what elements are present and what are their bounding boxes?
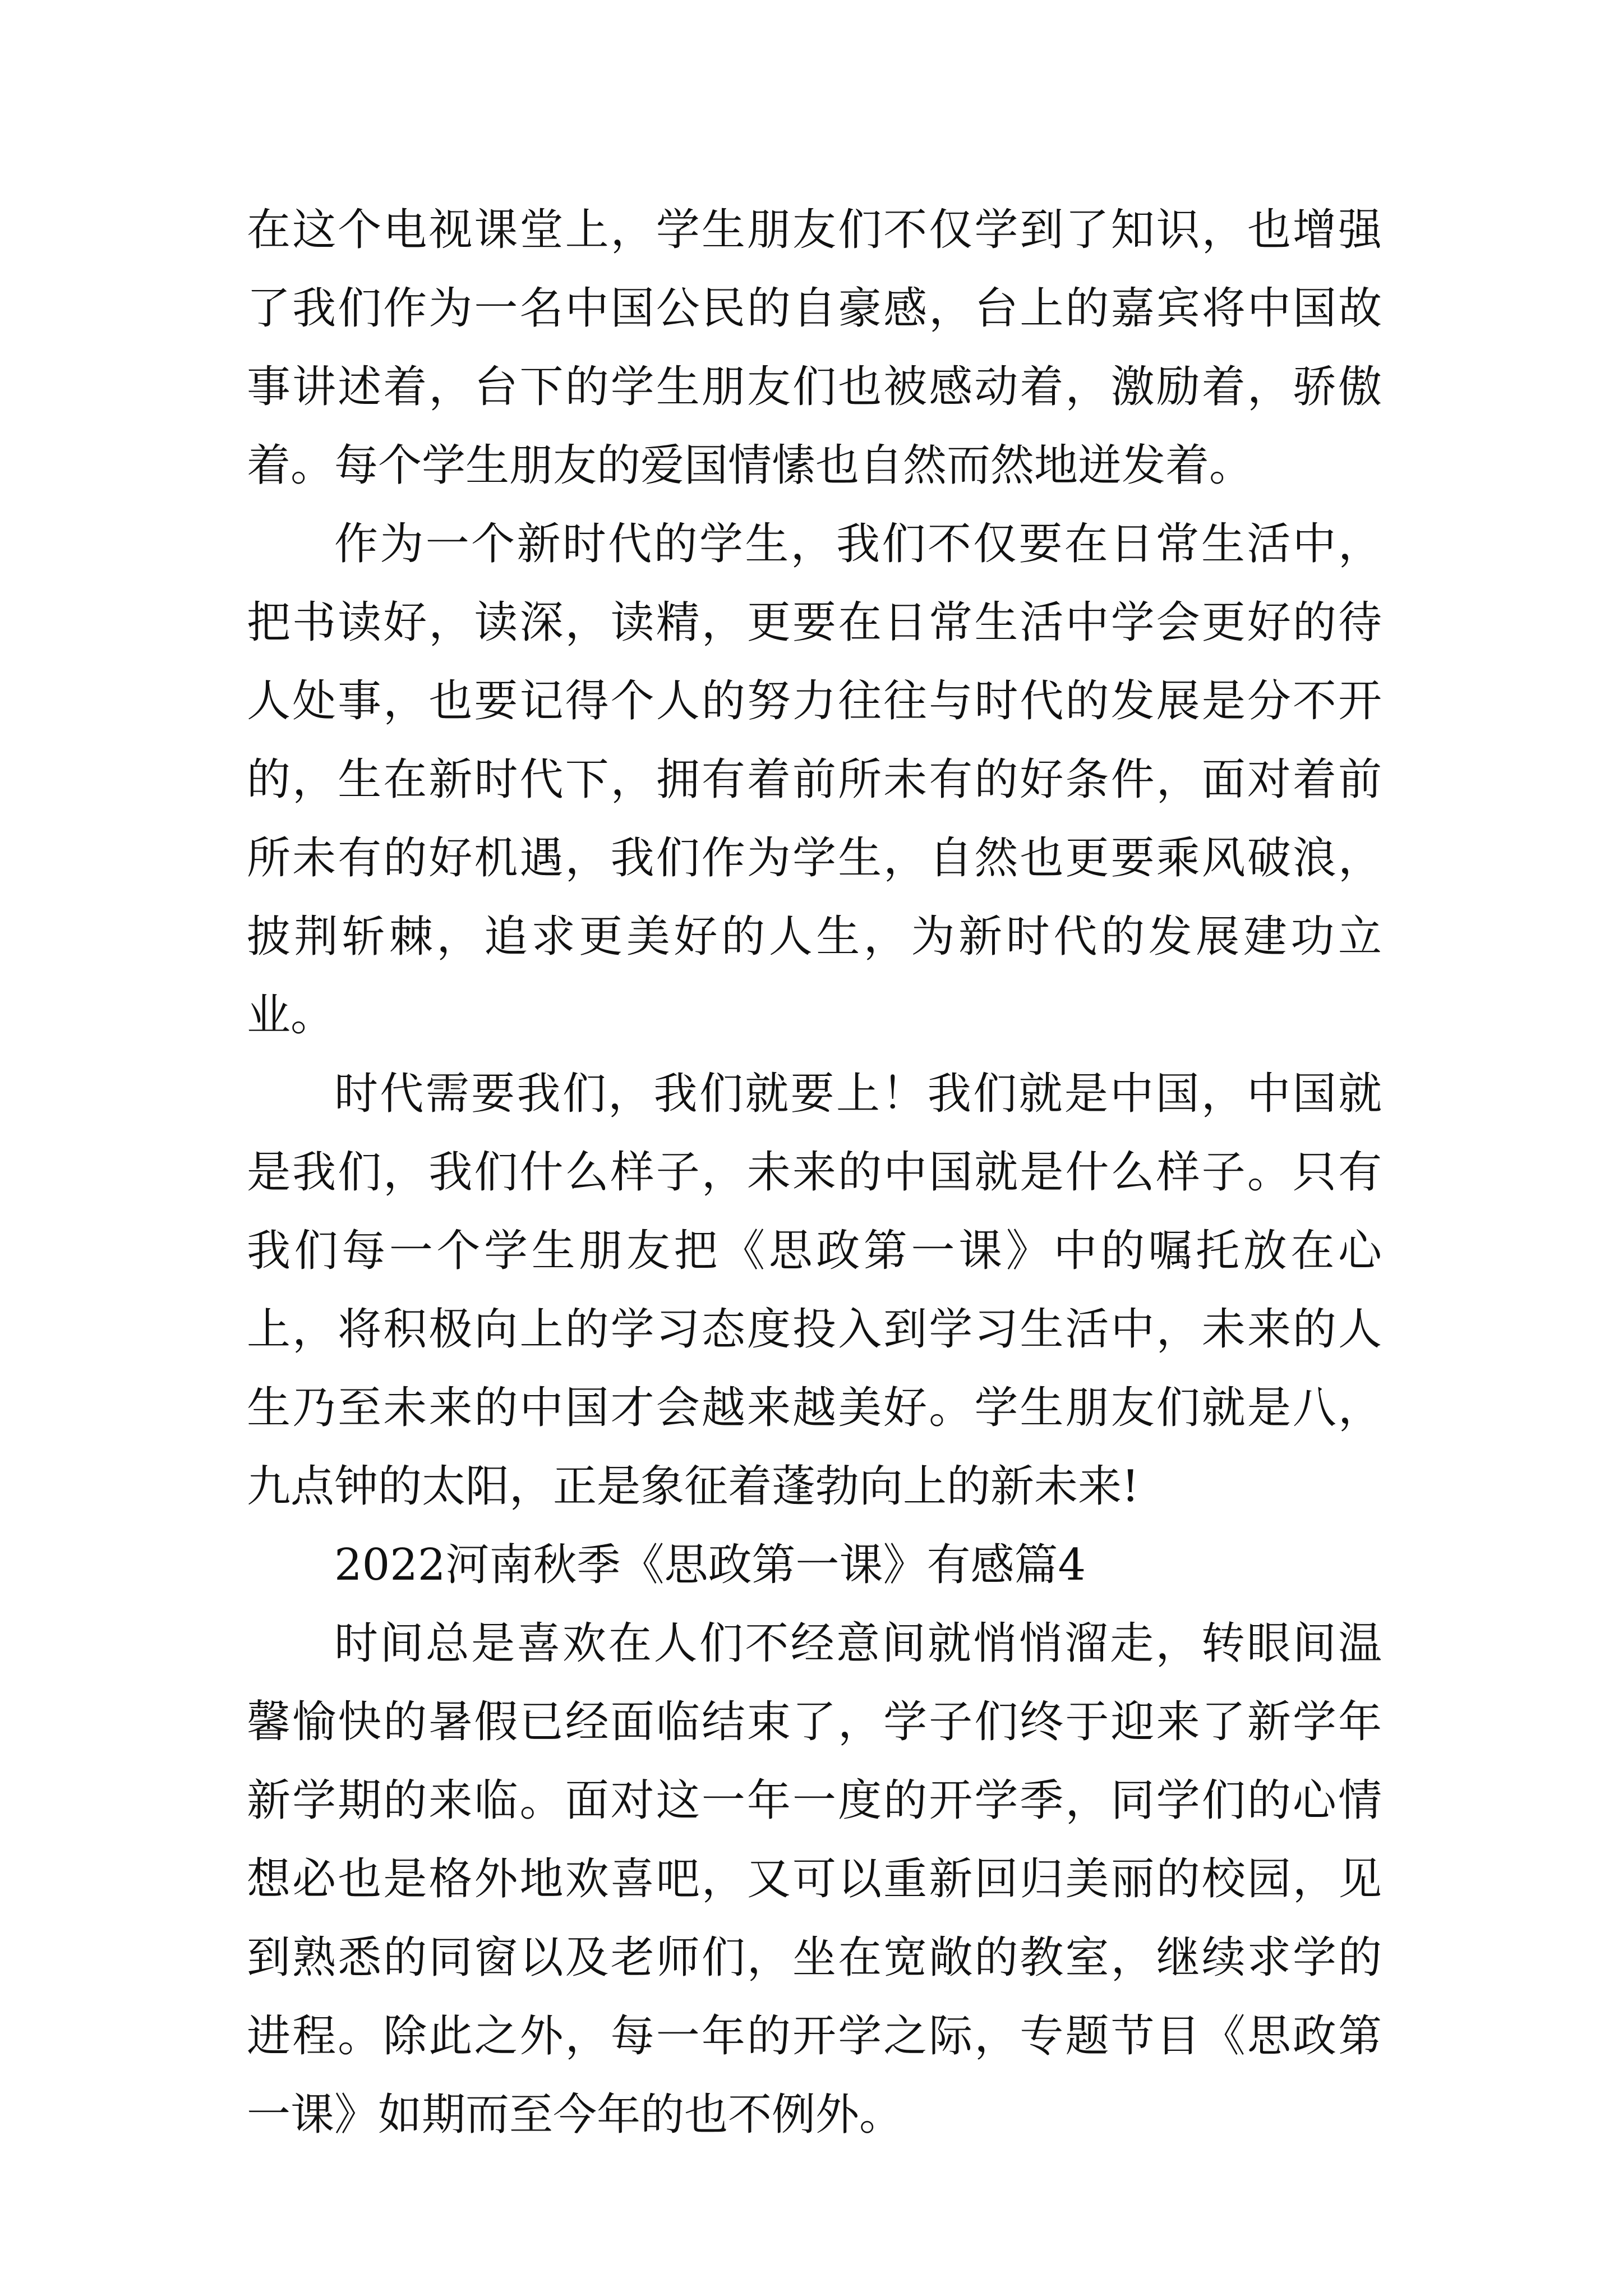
section-heading: 2022河南秋季《思政第一课》有感篇4 (334, 1540, 1086, 1590)
paragraph: 时间总是喜欢在人们不经意间就悄悄溜走，转眼间温馨愉快的暑假已经面临结束了，学子们终于迎来了新学年新学期的来临。面对这一年一度的开学季，同学们的心情想必也是格外地欢喜吧，又可以重新回归美丽的校园，见到熟悉的同窗以及老师们，坐在宽敞的教室，继续求学的进程。除此之外，每一年的开学之际，专题节目《思政第一课》如期而至今年的也不例外。 (247, 1618, 1382, 2140)
document-body (247, 191, 1382, 2154)
paragraph: 时代需要我们，我们就要上！我们就是中国，中国就是我们，我们什么样子，未来的中国就是什么样子。只有我们每一个学生朋友把《思政第一课》中的嘱托放在心上，将积极向上的学习态度投入到学习生活中，未来的人生乃至未来的中国才会越来越美好。学生朋友们就是八，九点钟的太阳，正是象征着蓬勃向上的新未来! (247, 1069, 1382, 1512)
paragraph-continued: 在这个电视课堂上，学生朋友们不仅学到了知识，也增强了我们作为一名中国公民的自豪感，台上的嘉宾将中国故事讲述着，台下的学生朋友们也被感动着，激励着，骄傲着。每个学生朋友的爱国情愫也自然而然地迸发着。 (247, 205, 1382, 491)
paragraph: 作为一个新时代的学生，我们不仅要在日常生活中，把书读好，读深，读精，更要在日常生活中学会更好的待人处事，也要记得个人的努力往往与时代的发展是分不开的，生在新时代下，拥有着前所未有的好条件，面对着前所未有的好机遇，我们作为学生，自然也更要乘风破浪，披荆斩棘，追求更美好的人生，为新时代的发展建功立业。 (247, 519, 1382, 1041)
